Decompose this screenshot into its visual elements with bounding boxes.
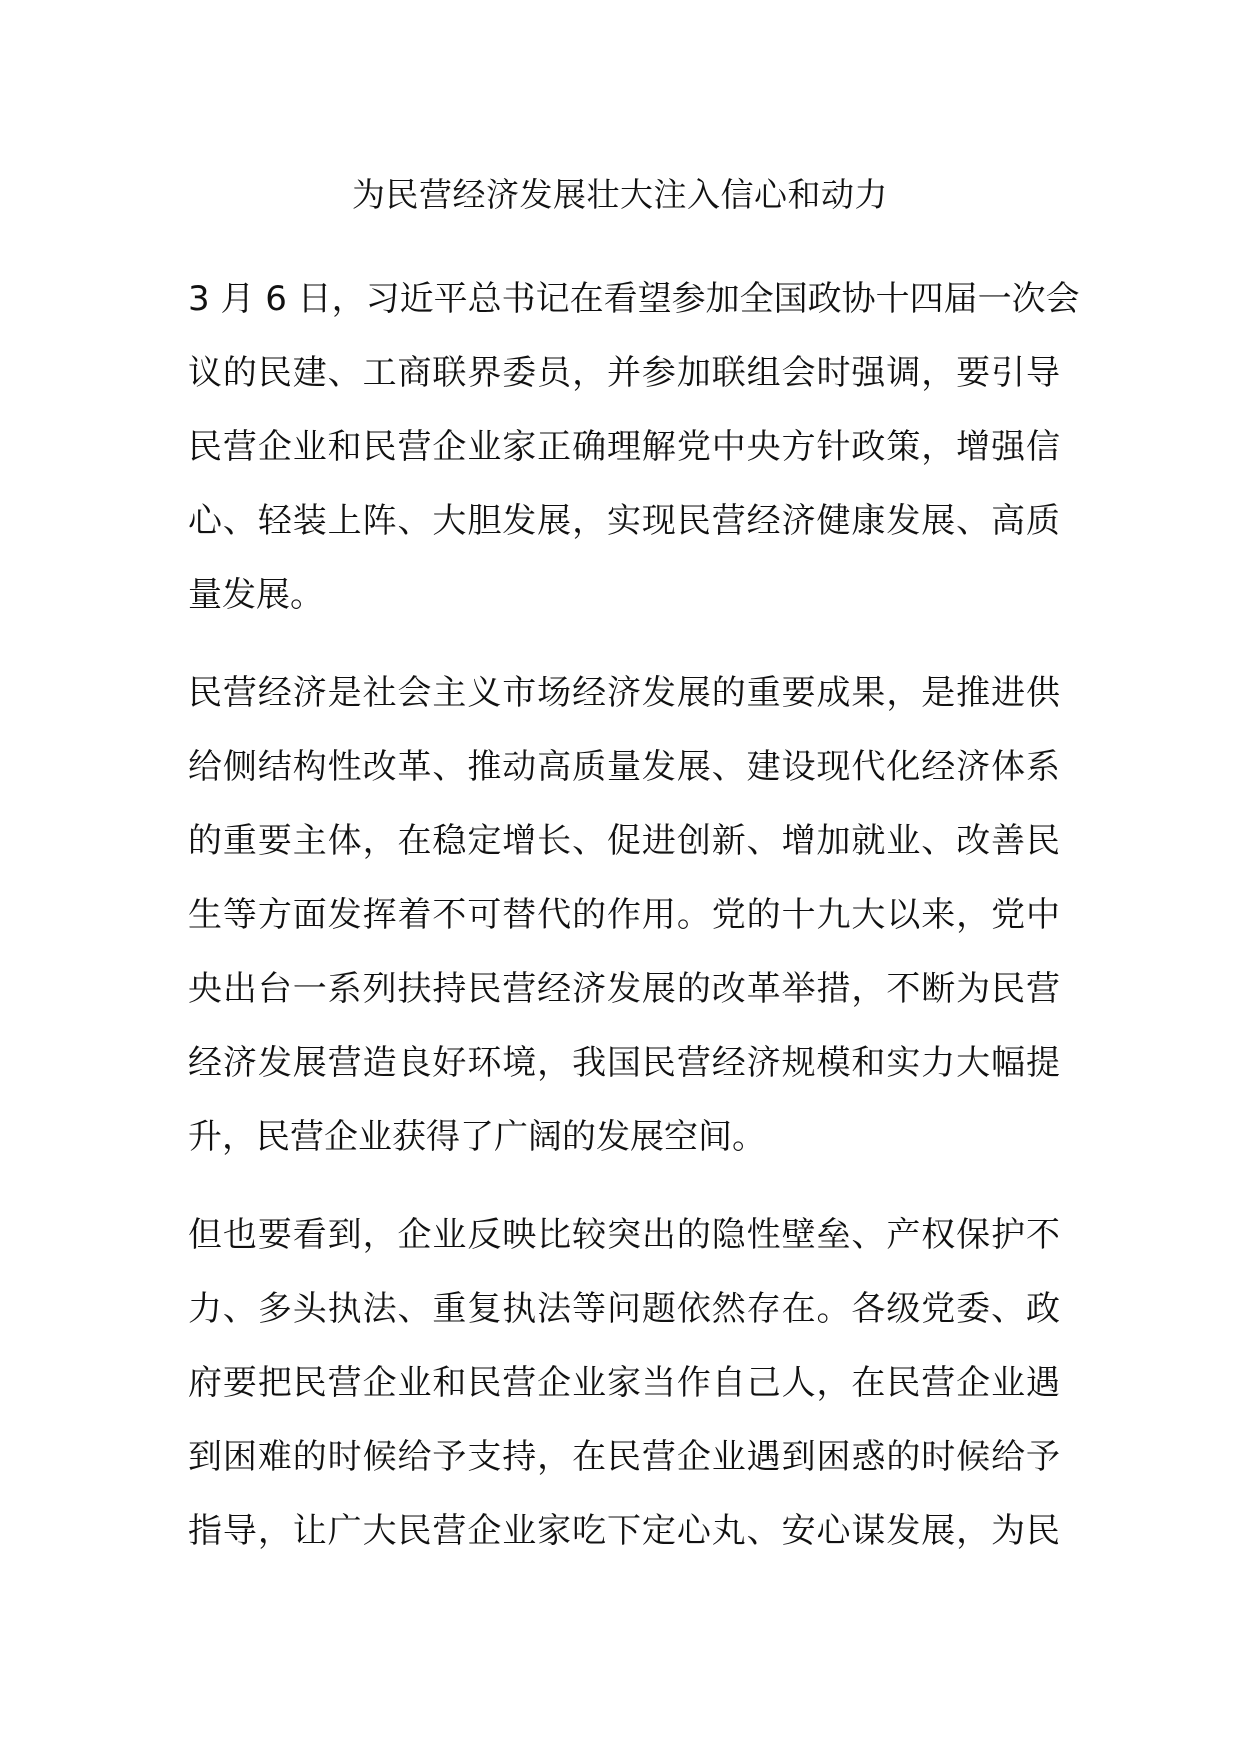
paragraph-line: 3 月 6 日，习近平总书记在看望参加全国政协十四届一次会 [188,279,1080,319]
paragraph-line: 经济发展营造良好环境，我国民营经济规模和实力大幅提 [188,1043,1060,1083]
paragraph-line: 的重要主体，在稳定增长、促进创新、增加就业、改善民 [188,821,1060,861]
document-title: 为民营经济发展壮大注入信心和动力 [352,175,888,214]
paragraph-line: 指导，让广大民营企业家吃下定心丸、安心谋发展，为民 [188,1511,1060,1551]
paragraph-line: 到困难的时候给予支持，在民营企业遇到困惑的时候给予 [188,1437,1060,1477]
paragraph-line: 给侧结构性改革、推动高质量发展、建设现代化经济体系 [188,747,1060,787]
paragraph-line: 民营经济是社会主义市场经济发展的重要成果，是推进供 [188,673,1060,713]
document-body [188,262,1080,1592]
paragraph-line: 升，民营企业获得了广阔的发展空间。 [188,1117,766,1157]
paragraph-line: 民营企业和民营企业家正确理解党中央方针政策，增强信 [188,427,1060,467]
paragraph-line: 但也要看到，企业反映比较突出的隐性壁垒、产权保护不 [188,1215,1060,1255]
paragraph-3 [188,1198,1060,1568]
paragraph-line: 府要把民营企业和民营企业家当作自己人，在民营企业遇 [188,1363,1060,1403]
paragraph-line: 心、轻装上阵、大胆发展，实现民营经济健康发展、高质 [188,501,1060,541]
paragraph-line: 生等方面发挥着不可替代的作用。党的十九大以来，党中 [188,895,1060,935]
paragraph-line: 量发展。 [188,575,324,615]
paragraph-line: 力、多头执法、重复执法等问题依然存在。各级党委、政 [188,1289,1060,1329]
paragraph-line: 议的民建、工商联界委员，并参加联组会时强调，要引导 [188,353,1060,393]
paragraph-1 [188,262,1080,632]
paragraph-2 [188,656,1060,1174]
paragraph-line: 央出台一系列扶持民营经济发展的改革举措，不断为民营 [188,969,1060,1009]
